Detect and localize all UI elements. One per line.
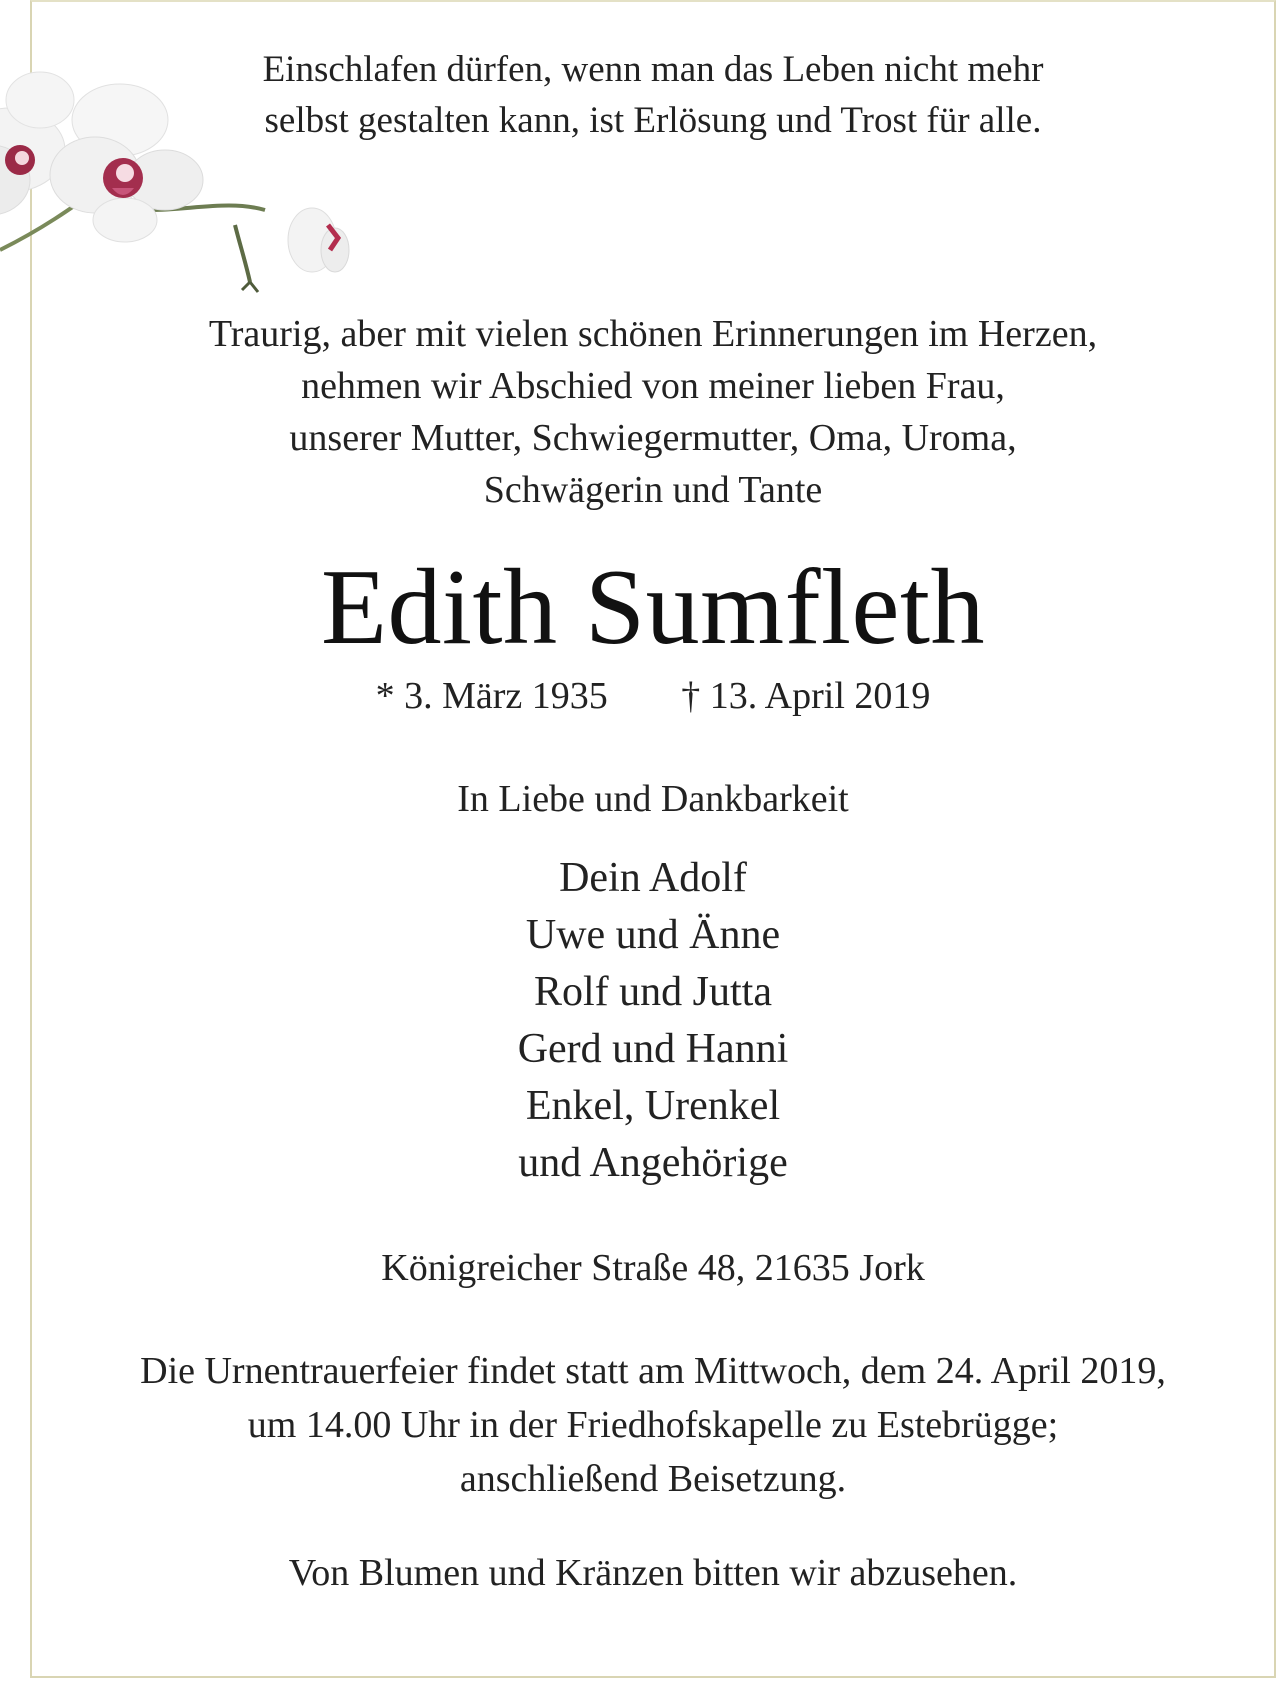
flowers-note: Von Blumen und Kränzen bitten wir abzusehen.	[288, 1552, 1018, 1594]
mourner-entry: Gerd und Hanni	[517, 1026, 789, 1072]
mourner-entry: Uwe und Änne	[525, 912, 781, 958]
farewell-text	[30, 308, 1276, 516]
life-dates	[30, 672, 1276, 720]
mourner-entry: Dein Adolf	[559, 855, 747, 901]
mourner-entry: Rolf und Jutta	[534, 969, 772, 1015]
service-line: um 14.00 Uhr in der Friedhofskapelle zu Estebrügge;	[247, 1404, 1059, 1446]
farewell-line: unserer Mutter, Schwiegermutter, Oma, Uroma,	[289, 417, 1017, 459]
closing-phrase: In Liebe und Dankbarkeit	[457, 778, 849, 820]
mourner-entry: Enkel, Urenkel	[525, 1083, 781, 1129]
birth-date: * 3. März 1935	[375, 675, 608, 717]
motto-line: Einschlafen dürfen, wenn man das Leben nicht mehr	[262, 49, 1044, 90]
mourner-entry: und Angehörige	[518, 1140, 788, 1186]
death-date: † 13. April 2019	[681, 675, 931, 717]
motto-verse	[30, 44, 1276, 146]
deceased-name: Edith Sumfleth	[321, 548, 985, 667]
mourner-address: Königreicher Straße 48, 21635 Jork	[381, 1247, 925, 1289]
farewell-line: nehmen wir Abschied von meiner lieben Frau,	[301, 365, 1005, 407]
funeral-service-info	[30, 1344, 1276, 1506]
farewell-line: Traurig, aber mit vielen schönen Erinnerungen im Herzen,	[208, 313, 1098, 355]
mourners-list	[30, 850, 1276, 1192]
farewell-line: Schwägerin und Tante	[483, 469, 823, 511]
motto-line: selbst gestalten kann, ist Erlösung und Trost für alle.	[264, 100, 1042, 141]
service-line: anschließend Beisetzung.	[459, 1458, 847, 1500]
service-line: Die Urnentrauerfeier findet statt am Mittwoch, dem 24. April 2019,	[140, 1350, 1166, 1392]
